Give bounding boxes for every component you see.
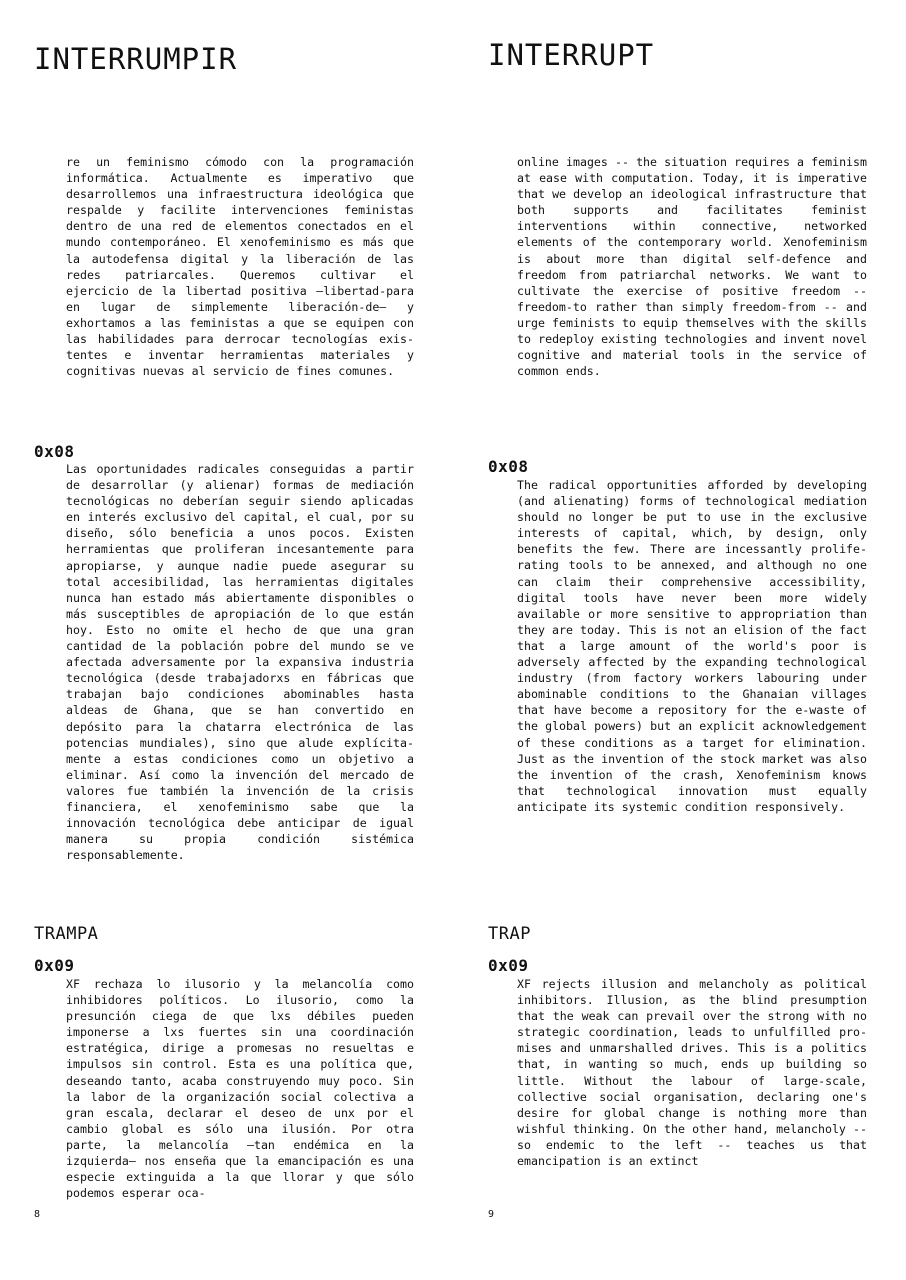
page-number: 9 (488, 1209, 495, 1220)
section-code: 0x08 (34, 442, 75, 461)
page-number: 8 (34, 1209, 41, 1220)
section-paragraph: XF rejects illusion and melancholy as political inhibitors. Illusion, as the blind presumption that the weak can prevail over the strong with no strategic coordination, leads to unfulfilled promises and unmarshalled drives. This is a politics that, in wanting so much, ends up building so little. Without the labour of large-scale, collective social organisation, declaring one's desire for global change is nothing more than wishful thinking. On the other hand, melancholy -- so endemic to the left -- teaches us that emancipation is an extinct (517, 977, 867, 1169)
page-title: INTERRUPT (488, 38, 655, 72)
page-title: INTERRUMPIR (34, 42, 238, 76)
right-page (453, 0, 906, 1280)
section-code: 0x09 (488, 956, 529, 975)
section-heading: TRAMPA (34, 924, 99, 944)
section-heading: TRAP (488, 924, 531, 944)
section-paragraph: Las oportunidades radicales conseguidas a partir de desarrollar (y alienar) formas de mediación tecnológicas no deberían seguir siendo aplicadas en interés exclusivo del capital, el cual, por su diseño, sólo beneficia a unos pocos. Existen herramientas que proliferan incesantemente para apropiarse, y aunque nadie puede asegurar su total accesibilidad, las herramientas digitales nunca han estado más abiertamente disponibles o más susceptibles de apropiación de lo que están hoy. Esto no omite el hecho de que una gran cantidad de la población pobre del mundo se ve afectada adversamente por la expansiva industria tecnológica (desde trabajadorxs en fábricas que trabajan bajo condiciones abominables hasta aldeas de Ghana, que se han convertido en depósito para la chatarra electrónica de las potencias mundiales), sino que alude explícitamente a estas condiciones como un objetivo a eliminar. Así como la invención del mercado de valores fue también la invención de la crisis financiera, el xenofeminismo sabe que la innovación tecnológica debe anticipar de igual manera su propia condición sistémica responsablemente. (66, 462, 414, 863)
section-paragraph: XF rechaza lo ilusorio y la melancolía como inhibidores políticos. Lo ilusorio, como la presunción ciega de que lxs débiles pueden imponerse a lxs fuertes sin una coordinación estratégica, dirige a promesas no resueltas e impulsos sin control. Esta es una política que, deseando tanto, acaba construyendo muy poco. Sin la labor de la organización social colectiva a gran escala, declarar el deseo de unx por el cambio global es sólo una ilusión. Por otra parte, la melancolía —tan endémica en la izquierda— nos enseña que la emancipación es una especie extinguida a la que llorar y que sólo podemos esperar oca- (66, 977, 414, 1201)
section-code: 0x09 (34, 956, 75, 975)
intro-paragraph: re un feminismo cómodo con la programación informática. Actualmente es imperativo que desarrollemos una infraestructura ideológica que respalde y facilite intervenciones feministas dentro de una red de elementos conectados en el mundo contemporáneo. El xenofeminismo es más que la autodefensa digital y la liberación de las redes patriarcales. Queremos cultivar el ejercicio de la libertad positiva —libertad-para en lugar de simplemente liberación-de— y exhortamos a las feministas a que se equipen con las habilidades para derrocar tecnologías existentes e inventar herramientas materiales y cognitivas nuevas al servicio de fines comunes. (66, 155, 414, 379)
intro-paragraph: online images -- the situation requires a feminism at ease with computation. Today, it is imperative that we develop an ideological infrastructure that both supports and facilitates feminist interventions within connective, networked elements of the contemporary world. Xenofeminism is about more than digital self-defence and freedom from patriarchal networks. We want to cultivate the exercise of positive freedom -- freedom-to rather than simply freedom-from -- and urge feminists to equip themselves with the skills to redeploy existing technologies and invent novel cognitive and material tools in the service of common ends. (517, 155, 867, 379)
section-paragraph: The radical opportunities afforded by developing (and alienating) forms of technological mediation should no longer be put to use in the exclusive interests of capital, which, by design, only benefits the few. There are incessantly proliferating tools to be annexed, and although no one can claim their comprehensive accessibility, digital tools have never been more widely available or more sensitive to appropriation than they are today. This is not an elision of the fact that a large amount of the world's poor is adversely affected by the expanding technological industry (from factory workers labouring under abominable conditions to the Ghanaian villages that have become a repository for the e-waste of the global powers) but an explicit acknowledgement of these conditions as a target for elimination. Just as the invention of the stock market was also the invention of the crash, Xenofeminism knows that technological innovation must equally anticipate its systemic condition responsively. (517, 478, 867, 814)
section-code: 0x08 (488, 457, 529, 476)
